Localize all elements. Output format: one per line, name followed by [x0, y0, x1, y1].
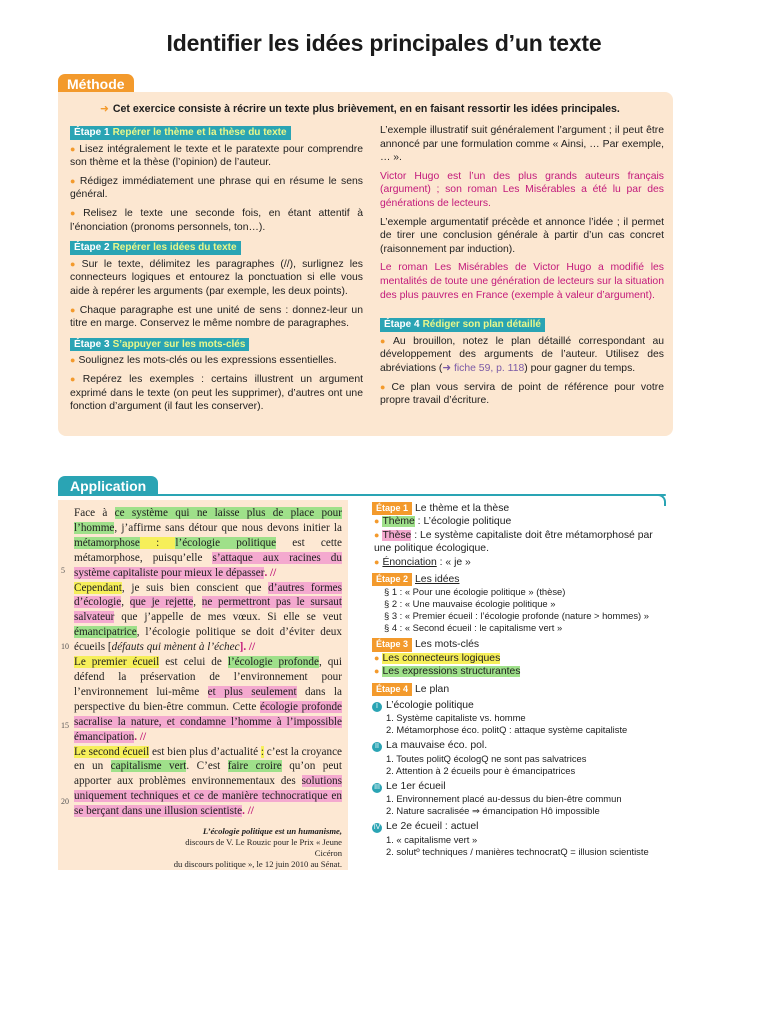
roman-numeral-badge: II: [372, 742, 382, 752]
etape1-bullet: ● Lisez intégralement le texte et le paratexte pour comprendre son thème et la thèse (l’opinion) de l’auteur.: [70, 143, 363, 169]
line-number: 10: [61, 642, 69, 651]
application-answers: [372, 502, 672, 862]
methode-intro: ➜ Cet exercice consiste à récrire un texte plus brièvement, en en faisant ressortir les idées principales.: [100, 103, 620, 115]
bullet-icon: ●: [374, 556, 380, 567]
exemple-argumentatif-sample: Le roman Les Misérables de Victor Hugo a modifié les mentalités de toute une génération de lecteurs sur la situation des plus pauvres en France (exemple à valeur d’argument).: [380, 262, 664, 301]
fiche-link[interactable]: ➜ fiche 59, p. 118: [442, 362, 525, 374]
etape3-badge: Étape 3 S’appuyer sur les mots-clés: [70, 338, 249, 352]
bullet-icon: ●: [70, 175, 77, 186]
text-source: L’écologie politique est un humanisme, discours de V. Le Rouzic pour le Prix « Jeune Cicéron du discours politique », le 12 juin 2010 au Sénat.: [173, 826, 342, 869]
bullet-icon: ●: [374, 529, 380, 540]
etape1-bullet: ● Rédigez immédiatement une phrase qui en résume le sens général.: [70, 175, 364, 201]
line-number: 15: [61, 721, 69, 730]
application-tag: Application: [58, 476, 158, 496]
source-text: [74, 506, 342, 819]
etape4-bullet: ● Au brouillon, notez le plan détaillé correspondant au développement des arguments de l’auteur. Utilisez des abréviations (➜ fiche 59, p. 118) pour gagner du temps.: [380, 335, 665, 374]
application-rule: [58, 494, 666, 496]
etape1-answer: Étape 1 Le thème et la thèse ● Thème : L’écologie politique ● Thèse : Le système capitaliste doit être métamorphosé par une politique écologique. ● Énonciation : « je »: [374, 503, 653, 568]
bullet-icon: ●: [70, 304, 77, 315]
exemple-illustratif-sample: Victor Hugo est l’un des plus grands auteurs français (argument) ; son roman Les Misérables a été lu par des générations de lecteurs.: [380, 170, 664, 209]
bullet-icon: ●: [380, 335, 390, 346]
etape4-badge: Étape 4 Rédiger son plan détaillé: [380, 318, 545, 332]
etape3-bullet: ● Soulignez les mots-clés ou les expressions essentielles.: [70, 355, 337, 367]
bullet-icon: ●: [380, 381, 389, 392]
etape2-bullet: ● Chaque paragraphe est une unité de sens : donnez-leur un titre en marge. Conservez le même nombre de paragraphes.: [70, 304, 363, 330]
bullet-icon: ●: [70, 355, 76, 366]
bullet-icon: ●: [70, 258, 79, 269]
bullet-icon: ●: [374, 516, 380, 527]
roman-numeral-badge: III: [372, 783, 382, 793]
roman-numeral-badge: I: [372, 702, 382, 712]
exemple-argumentatif: L’exemple argumentatif précède et annonce l’idée ; il permet de tirer une conclusion générale à partir d’un cas concret (raisonnement par induction).: [380, 216, 664, 255]
line-number: 20: [61, 797, 69, 806]
etape2-badge: Étape 2 Repérer les idées du texte: [70, 241, 241, 255]
etape4-answer: Étape 4 Le plan I L’écologie politique 1. Système capitaliste vs. homme 2. Métamorphose éco. politQ : attaque système capitaliste II La mauvaise éco. pol. 1. Toutes politQ écologQ ne sont pas salvatrices 2. Attention à 2 écueils pour è émancipatrices III Le 1er écueil 1. Environnement placé au-dessus du bien-être commun 2. Nature sacralisée ⇒ émancipation Hô impossible IV Le 2e écueil : actuel 1. « capitalisme vert » 2. solutº techniques / manières technocratQ = illusion scientiste: [373, 683, 649, 857]
bullet-icon: ●: [70, 207, 81, 218]
etape1-badge: Étape 1 Repérer le thème et la thèse du texte: [70, 126, 291, 140]
methode-right-column: [380, 124, 664, 413]
etape2-bullet: ● Sur le texte, délimitez les paragraphes (//), surlignez les connecteurs logiques et entourez la ponctuation si elle vous aide à repérer les arguments (par exemple, les deux points).: [70, 258, 364, 297]
paragraph-3: Le premier écueil est celui de l’écologie profonde, qui défend la préservation de l’environnement pour l’environnement lui-même et plus seulement dans la perspective du bien-être commun. Cette écologie profonde sacralise la nature, et condamne l’homme à l’impossible émancipation. //: [74, 656, 343, 743]
bullet-icon: ●: [374, 666, 380, 677]
etape2-answer: Étape 2 Les idées § 1 : « Pour une écologie politique » (thèse) § 2 : « Une mauvaise écologie politique » § 3 : « Premier écueil : l’écologie profonde (nature > hommes) » § 4 : « Second écueil : le capitalisme vert »: [372, 573, 672, 634]
line-number: 5: [61, 566, 65, 575]
bullet-icon: ●: [374, 652, 380, 663]
bullet-icon: ●: [70, 373, 80, 384]
arrow-right-icon: ➜: [100, 103, 109, 115]
methode-tag: Méthode: [58, 74, 134, 94]
page-title: Identifier les idées principales d’un texte: [166, 30, 602, 56]
etape1-bullet: ● Relisez le texte une seconde fois, en étant attentif à l’énonciation (pronoms personnels, ton…).: [70, 207, 364, 233]
paragraph-1: Face à ce système qui ne laisse plus de place pour l’homme, j’affirme sans détour que nous devons initier la métamorphose : l’écologie politique est cette métamorphose, puisqu’elle s’attaque aux racines du système capitaliste pour mieux le dépasser. //: [74, 507, 343, 579]
etape4-bullet: ● Ce plan vous servira de point de référence pour votre propre travail d’écriture.: [380, 381, 664, 407]
etape3-bullet: ● Repérez les exemples : certains illustrent un argument exprimé dans le texte (on peut les supprimer), d’autres ont une fonction d’argument (il faut les conserver).: [70, 373, 364, 413]
methode-left-column: [70, 124, 363, 419]
etape3-answer: Étape 3 Les mots-clés ● Les connecteurs logiques ● Les expressions structurantes: [374, 639, 521, 678]
roman-numeral-badge: IV: [373, 824, 381, 832]
paragraph-4: Le second écueil est bien plus d’actualité : c’est la croyance en un capitalisme vert. C’est faire croire qu’on peut apporter aux problèmes environnementaux des solutions uniquement techniques et ce de manière technocratique en se berçant dans une illusion scientiste. //: [74, 745, 343, 818]
exemple-illustratif: L’exemple illustratif suit généralement l’argument ; il peut être annoncé par une formulation comme « Ainsi, … Par exemple, … ».: [380, 125, 664, 164]
paragraph-2: Cependant, je suis bien conscient que d’autres formes d’écologie, que je rejette, ne permettront pas le sursaut salvateur que j’appelle de mes vœux. Si elle se veut émancipatrice, l’écologie politique se doit d’éviter deux écueils [défauts qui mènent à l’échec]. //: [74, 581, 343, 654]
bullet-icon: ●: [70, 143, 77, 154]
